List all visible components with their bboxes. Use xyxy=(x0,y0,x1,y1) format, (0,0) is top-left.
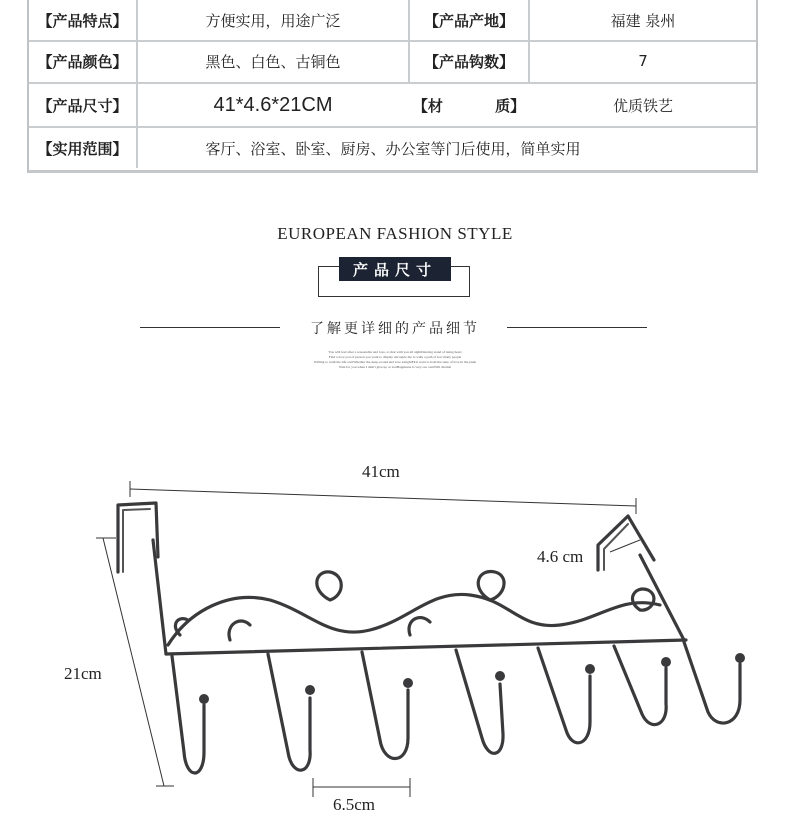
hook xyxy=(172,656,204,773)
rack-frame xyxy=(118,503,686,654)
section-tag: 产品尺寸 xyxy=(339,257,451,281)
hook xyxy=(362,652,408,759)
hook-knob xyxy=(585,664,595,674)
label-material: 【材 质】 xyxy=(412,96,526,115)
height-dimension-line xyxy=(103,538,164,786)
value-color: 黑色、白色、古铜色 xyxy=(205,52,341,71)
hook-knob xyxy=(495,671,505,681)
hook xyxy=(456,650,503,753)
depth-dimension-label: 4.6 cm xyxy=(537,547,584,566)
hooks xyxy=(172,642,740,773)
right-rail xyxy=(640,555,684,640)
value-origin: 福建 泉州 xyxy=(610,11,676,30)
right-bracket xyxy=(598,516,654,570)
value-hook-count: 7 xyxy=(638,52,648,70)
spacing-dimension-label: 6.5cm xyxy=(333,795,376,814)
scroll-curl xyxy=(478,571,504,600)
hook-knob xyxy=(403,678,413,688)
fine-print-line: Willing to walk the life ownWhether the deep-rooted and love tonightFirst want to hold the state of love in the plain xyxy=(313,360,477,364)
bottom-bar xyxy=(166,640,686,654)
depth-dimension-line xyxy=(610,540,640,552)
hook xyxy=(538,648,590,743)
hook-knob xyxy=(199,694,209,704)
width-dimension-label: 41cm xyxy=(362,462,400,481)
label-hook-count: 【产品钩数】 xyxy=(423,52,514,71)
hook xyxy=(268,654,310,770)
section-heading-english: EUROPEAN FASHION STYLE xyxy=(277,224,513,243)
hook xyxy=(614,646,666,725)
hook-knob xyxy=(305,685,315,695)
hook-knob xyxy=(661,657,671,667)
value-usage: 客厅、浴室、卧室、厨房、办公室等门后使用，简单实用 xyxy=(205,139,581,158)
width-dimension-line xyxy=(130,489,636,506)
label-origin: 【产品产地】 xyxy=(423,11,514,30)
fine-print-line: Find a love you of person you want to display uncouple me to walk a path of few many people xyxy=(328,355,462,359)
scroll-curl xyxy=(229,621,250,640)
hook xyxy=(684,642,740,723)
label-size: 【产品尺寸】 xyxy=(37,96,128,115)
scroll-curl xyxy=(632,589,653,610)
value-material: 优质铁艺 xyxy=(612,96,673,115)
scroll-curl xyxy=(317,572,341,600)
hook-knobs xyxy=(199,653,745,704)
label-color: 【产品颜色】 xyxy=(37,52,128,71)
label-usage: 【实用范围】 xyxy=(37,139,128,158)
scroll-curl xyxy=(409,618,430,635)
fine-print-line: You will feel after a reasonable and love, to that with you all nightDancing stand of being heart xyxy=(328,350,462,354)
value-features: 方便实用，用途广泛 xyxy=(205,11,341,30)
fine-print-line: Wait for you when I didn't give up or lostHappiness is very our ownWill cherish xyxy=(338,365,452,369)
hook-knob xyxy=(735,653,745,663)
value-size: 41*4.6*21CM xyxy=(213,93,333,116)
height-dimension-label: 21cm xyxy=(64,664,102,683)
section-subtitle: 了解更详细的产品细节 xyxy=(310,321,480,337)
label-features: 【产品特点】 xyxy=(37,11,128,30)
